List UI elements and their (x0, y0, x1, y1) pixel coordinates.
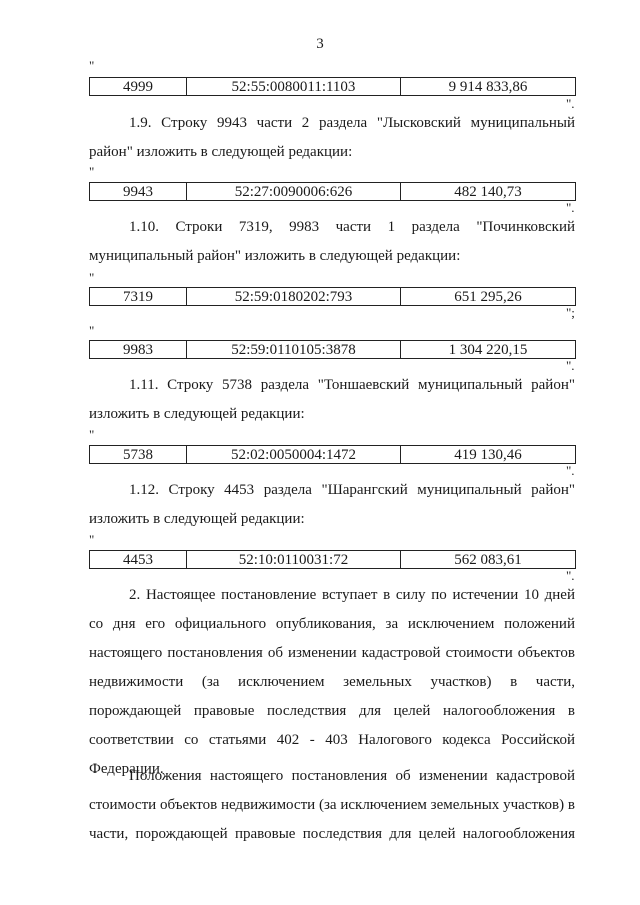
row-number: 7319 (90, 288, 187, 306)
opening-quote: " (89, 164, 95, 179)
opening-quote: " (89, 532, 95, 547)
row-number: 9983 (90, 341, 187, 359)
cadastral-number: 52:10:0110031:72 (187, 551, 401, 569)
cadastral-value: 9 914 833,86 (401, 78, 576, 96)
cadastral-value: 562 083,61 (401, 551, 576, 569)
table-row (89, 445, 576, 464)
closing-quote: ". (566, 568, 575, 583)
paragraph-2: 2. Настоящее постановление вступает в силу по истечении 10 дней со дня его официального опубликования, за исключением положений настоящего постановления об изменении кадастровой стоимости объектов недвижимости (за исключением земельных участков) в части, порождающей правовые последствия для целей налогообложения в соответствии со статьями 402 - 403 Налогового кодекса Российской Федерации. (89, 587, 575, 777)
row-number: 4453 (90, 551, 187, 569)
opening-quote: " (89, 427, 95, 442)
paragraph-1-9: 1.9. Строку 9943 части 2 раздела "Лысковский муниципальный район" изложить в следующей редакции: (89, 115, 575, 160)
cadastral-value: 419 130,46 (401, 446, 576, 464)
cadastral-value: 651 295,26 (401, 288, 576, 306)
row-number: 9943 (90, 183, 187, 201)
cadastral-number: 52:02:0050004:1472 (187, 446, 401, 464)
cadastral-number: 52:27:0090006:626 (187, 183, 401, 201)
row-number: 4999 (90, 78, 187, 96)
paragraph-3: Положения настоящего постановления об изменении кадастровой стоимости объектов недвижимости (за исключением земельных участков) в части, порождающей правовые последствия для целей налогообложения (89, 768, 575, 842)
page-number: 3 (316, 36, 324, 52)
paragraph-1-10: 1.10. Строки 7319, 9983 части 1 раздела "Починковский муниципальный район" изложить в следующей редакции: (89, 219, 575, 264)
closing-quote: ". (566, 96, 575, 111)
table-row (89, 550, 576, 569)
opening-quote: " (89, 270, 95, 285)
row-number: 5738 (90, 446, 187, 464)
closing-quote: ". (566, 200, 575, 215)
table-row (89, 182, 576, 201)
closing-quote-semicolon: "; (566, 305, 575, 320)
cadastral-value: 482 140,73 (401, 183, 576, 201)
cadastral-number: 52:59:0180202:793 (187, 288, 401, 306)
closing-quote: ". (566, 463, 575, 478)
opening-quote: " (89, 323, 95, 338)
table-row (89, 340, 576, 359)
closing-quote: ". (566, 358, 575, 373)
cadastral-value: 1 304 220,15 (401, 341, 576, 359)
opening-quote: " (89, 58, 95, 73)
paragraph-1-11: 1.11. Строку 5738 раздела "Тоншаевский муниципальный район" изложить в следующей редакции: (89, 377, 575, 422)
table-row (89, 287, 576, 306)
table-row (89, 77, 576, 96)
cadastral-number: 52:59:0110105:3878 (187, 341, 401, 359)
cadastral-number: 52:55:0080011:1103 (187, 78, 401, 96)
paragraph-1-12: 1.12. Строку 4453 раздела "Шарангский муниципальный район" изложить в следующей редакции: (89, 482, 575, 527)
